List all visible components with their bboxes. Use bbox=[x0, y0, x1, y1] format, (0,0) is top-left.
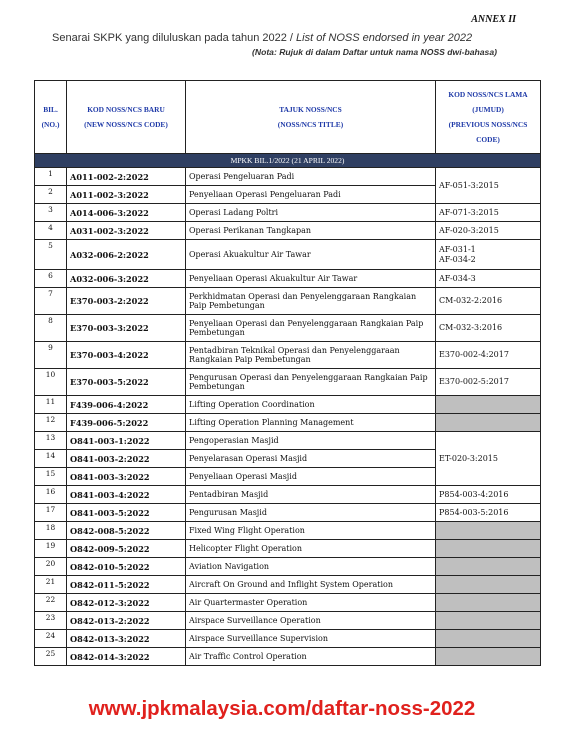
previous-code-empty bbox=[436, 630, 541, 648]
noss-title: Pentadbiran Masjid bbox=[186, 486, 436, 504]
row-number: 16 bbox=[35, 486, 67, 504]
noss-title: Perkhidmatan Operasi dan Penyelenggaraan Rangkaian Paip Pembetungan bbox=[186, 288, 436, 315]
table-row bbox=[35, 222, 541, 240]
previous-code: AF-020-3:2015 bbox=[436, 222, 541, 240]
previous-code-empty bbox=[436, 648, 541, 666]
header-no: BIL. (NO.) bbox=[35, 81, 67, 154]
row-number: 12 bbox=[35, 414, 67, 432]
noss-title: Pentadbiran Teknikal Operasi dan Penyelenggaraan Rangkaian Paip Pembetungan bbox=[186, 342, 436, 369]
noss-title: Penyeliaan Operasi Pengeluaran Padi bbox=[186, 186, 436, 204]
previous-code: AF-034-3 bbox=[436, 270, 541, 288]
noss-title: Lifting Operation Planning Management bbox=[186, 414, 436, 432]
noss-title: Airspace Surveillance Operation bbox=[186, 612, 436, 630]
table-row bbox=[35, 204, 541, 222]
new-code: O842-013-2:2022 bbox=[67, 612, 186, 630]
row-number: 20 bbox=[35, 558, 67, 576]
header-row bbox=[35, 81, 541, 154]
row-number: 17 bbox=[35, 504, 67, 522]
new-code: O842-009-5:2022 bbox=[67, 540, 186, 558]
row-number: 23 bbox=[35, 612, 67, 630]
annex-label: ANNEX II bbox=[471, 14, 516, 25]
row-number: 10 bbox=[35, 369, 67, 396]
noss-title: Penyelarasan Operasi Masjid bbox=[186, 450, 436, 468]
header-previous-code: KOD NOSS/NCS LAMA (JUMUD) (PREVIOUS NOSS/NCS CODE) bbox=[436, 81, 541, 154]
new-code: A011-002-2:2022 bbox=[67, 168, 186, 186]
new-code: O842-012-3:2022 bbox=[67, 594, 186, 612]
table-row bbox=[35, 432, 541, 450]
new-code: O841-003-2:2022 bbox=[67, 450, 186, 468]
table-row bbox=[35, 240, 541, 270]
row-number: 5 bbox=[35, 240, 67, 270]
previous-code-empty bbox=[436, 522, 541, 540]
previous-code-empty bbox=[436, 414, 541, 432]
row-number: 21 bbox=[35, 576, 67, 594]
table-row bbox=[35, 522, 541, 540]
row-number: 11 bbox=[35, 396, 67, 414]
watermark-url[interactable]: www.jpkmalaysia.com/daftar-noss-2022 bbox=[88, 697, 476, 720]
new-code: O842-011-5:2022 bbox=[67, 576, 186, 594]
new-code: F439-006-4:2022 bbox=[67, 396, 186, 414]
row-number: 1 bbox=[35, 168, 67, 186]
previous-code-empty bbox=[436, 396, 541, 414]
noss-title: Operasi Akuakultur Air Tawar bbox=[186, 240, 436, 270]
noss-title: Air Traffic Control Operation bbox=[186, 648, 436, 666]
row-number: 6 bbox=[35, 270, 67, 288]
row-number: 14 bbox=[35, 450, 67, 468]
noss-table bbox=[34, 80, 541, 666]
previous-code: AF-071-3:2015 bbox=[436, 204, 541, 222]
row-number: 25 bbox=[35, 648, 67, 666]
table-row bbox=[35, 270, 541, 288]
noss-title: Penyeliaan Operasi Masjid bbox=[186, 468, 436, 486]
previous-code-empty bbox=[436, 540, 541, 558]
new-code: O842-013-3:2022 bbox=[67, 630, 186, 648]
new-code: O842-008-5:2022 bbox=[67, 522, 186, 540]
previous-code-empty bbox=[436, 594, 541, 612]
table-row bbox=[35, 288, 541, 315]
new-code: O841-003-1:2022 bbox=[67, 432, 186, 450]
previous-code-empty bbox=[436, 576, 541, 594]
row-number: 3 bbox=[35, 204, 67, 222]
noss-title: Aircraft On Ground and Inflight System Operation bbox=[186, 576, 436, 594]
new-code: F439-006-5:2022 bbox=[67, 414, 186, 432]
table-row bbox=[35, 315, 541, 342]
subtitle-malay: Senarai SKPK yang diluluskan pada tahun 2022 / bbox=[52, 32, 297, 44]
table-row bbox=[35, 612, 541, 630]
row-number: 2 bbox=[35, 186, 67, 204]
table-row bbox=[35, 504, 541, 522]
previous-code: ET-020-3:2015 bbox=[436, 432, 541, 486]
previous-code: P854-003-5:2016 bbox=[436, 504, 541, 522]
noss-title: Operasi Ladang Poltri bbox=[186, 204, 436, 222]
new-code: A014-006-3:2022 bbox=[67, 204, 186, 222]
note: (Nota: Rujuk di dalam Daftar untuk nama NOSS dwi-bahasa) bbox=[252, 47, 497, 57]
row-number: 15 bbox=[35, 468, 67, 486]
previous-code: AF-031-1 AF-034-2 bbox=[436, 240, 541, 270]
previous-code-empty bbox=[436, 558, 541, 576]
previous-code: E370-002-5:2017 bbox=[436, 369, 541, 396]
noss-title: Air Quartermaster Operation bbox=[186, 594, 436, 612]
noss-title: Penyeliaan Operasi dan Penyelenggaraan Rangkaian Paip Pembetungan bbox=[186, 315, 436, 342]
noss-title: Operasi Perikanan Tangkapan bbox=[186, 222, 436, 240]
section-label: MPKK BIL.1/2022 (21 APRIL 2022) bbox=[35, 154, 541, 168]
new-code: A031-002-3:2022 bbox=[67, 222, 186, 240]
header-title: TAJUK NOSS/NCS (NOSS/NCS TITLE) bbox=[186, 81, 436, 154]
table-row bbox=[35, 540, 541, 558]
previous-code: P854-003-4:2016 bbox=[436, 486, 541, 504]
new-code: E370-003-4:2022 bbox=[67, 342, 186, 369]
new-code: E370-003-3:2022 bbox=[67, 315, 186, 342]
new-code: A011-002-3:2022 bbox=[67, 186, 186, 204]
table-row bbox=[35, 369, 541, 396]
header-new-code: KOD NOSS/NCS BARU (NEW NOSS/NCS CODE) bbox=[67, 81, 186, 154]
new-code: A032-006-3:2022 bbox=[67, 270, 186, 288]
previous-code: CM-032-2:2016 bbox=[436, 288, 541, 315]
previous-code: AF-051-3:2015 bbox=[436, 168, 541, 204]
table-row bbox=[35, 396, 541, 414]
table-row bbox=[35, 342, 541, 369]
row-number: 8 bbox=[35, 315, 67, 342]
new-code: A032-006-2:2022 bbox=[67, 240, 186, 270]
page-subtitle bbox=[52, 32, 522, 44]
previous-code: CM-032-3:2016 bbox=[436, 315, 541, 342]
table-row bbox=[35, 630, 541, 648]
row-number: 9 bbox=[35, 342, 67, 369]
noss-title: Aviation Navigation bbox=[186, 558, 436, 576]
row-number: 4 bbox=[35, 222, 67, 240]
table-row bbox=[35, 414, 541, 432]
noss-title: Pengurusan Operasi dan Penyelenggaraan Rangkaian Paip Pembetungan bbox=[186, 369, 436, 396]
row-number: 19 bbox=[35, 540, 67, 558]
row-number: 22 bbox=[35, 594, 67, 612]
row-number: 24 bbox=[35, 630, 67, 648]
row-number: 7 bbox=[35, 288, 67, 315]
section-row bbox=[35, 154, 541, 168]
table-row bbox=[35, 576, 541, 594]
row-number: 13 bbox=[35, 432, 67, 450]
noss-title: Pengoperasian Masjid bbox=[186, 432, 436, 450]
new-code: O841-003-4:2022 bbox=[67, 486, 186, 504]
noss-title: Fixed Wing Flight Operation bbox=[186, 522, 436, 540]
table-row bbox=[35, 648, 541, 666]
noss-title: Lifting Operation Coordination bbox=[186, 396, 436, 414]
previous-code: E370-002-4:2017 bbox=[436, 342, 541, 369]
noss-title: Pengurusan Masjid bbox=[186, 504, 436, 522]
new-code: O842-010-5:2022 bbox=[67, 558, 186, 576]
new-code: O841-003-5:2022 bbox=[67, 504, 186, 522]
new-code: O841-003-3:2022 bbox=[67, 468, 186, 486]
table-row bbox=[35, 486, 541, 504]
table-row bbox=[35, 594, 541, 612]
table-row bbox=[35, 558, 541, 576]
noss-title: Operasi Pengeluaran Padi bbox=[186, 168, 436, 186]
table-row bbox=[35, 168, 541, 186]
new-code: O842-014-3:2022 bbox=[67, 648, 186, 666]
noss-title: Airspace Surveillance Supervision bbox=[186, 630, 436, 648]
noss-title: Penyeliaan Operasi Akuakultur Air Tawar bbox=[186, 270, 436, 288]
subtitle-english: List of NOSS endorsed in year 2022 bbox=[296, 32, 473, 44]
new-code: E370-003-2:2022 bbox=[67, 288, 186, 315]
noss-title: Helicopter Flight Operation bbox=[186, 540, 436, 558]
previous-code-empty bbox=[436, 612, 541, 630]
row-number: 18 bbox=[35, 522, 67, 540]
new-code: E370-003-5:2022 bbox=[67, 369, 186, 396]
